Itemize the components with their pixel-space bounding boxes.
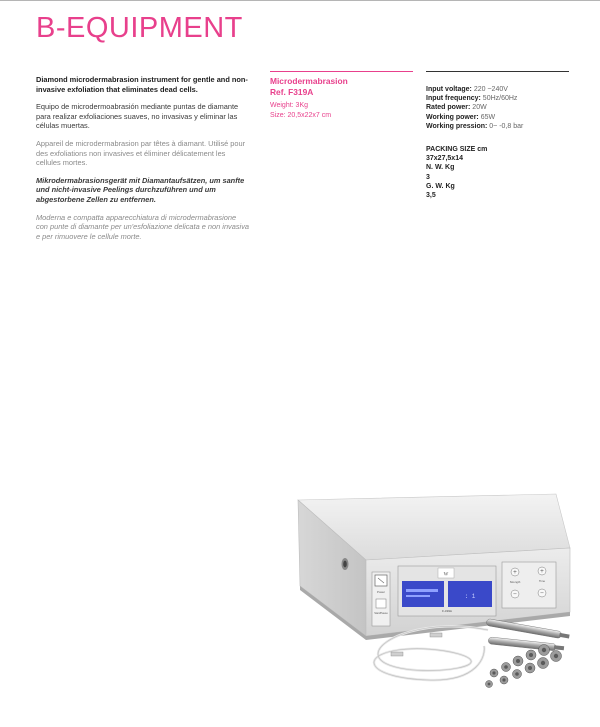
svg-text:W: W (443, 572, 449, 578)
description-french: Appareil de microdermabrasion par têtes à diamant. Utilisé pour des exfoliations non invasives et éliminer délicatement les cellules mortes. (36, 138, 246, 168)
handpiece-upper (486, 619, 570, 640)
description-column (36, 75, 250, 249)
packing-title: PACKING SIZE cm (426, 146, 488, 154)
packing-nw-label: N. W. Kg (426, 164, 455, 172)
filter-2 (430, 633, 442, 637)
product-size: Size: 20,5x22x7 cm (270, 111, 332, 119)
handpiece-lower (488, 637, 564, 652)
lcd-left (402, 581, 444, 607)
spec-value: 0~ -0,8 bar (489, 122, 524, 130)
packing-dims: 37x27,5x14 (426, 155, 463, 163)
spec-row (426, 94, 569, 103)
start-icon (376, 599, 386, 608)
spec-label: Working power: (426, 113, 479, 121)
start-label: Start/Pause (374, 612, 388, 615)
packing-nw-value: 3 (426, 173, 430, 181)
diamond-tips (486, 645, 562, 688)
svg-text:+: + (539, 568, 545, 575)
right-panel (502, 562, 556, 608)
description-spanish: Equipo de microdermoabrasión mediante puntas de diamante para realizar exfoliaciones suaves, no invasivas y eliminar las células muertas. (36, 102, 239, 131)
spec-value: 220 ~240V (473, 86, 508, 93)
spec-label: Input voltage: (426, 86, 472, 93)
packing-gw-label: G. W. Kg (426, 182, 455, 190)
spec-row (426, 113, 569, 122)
spec-label: Working pression: (426, 122, 488, 130)
svg-text:: 1: : 1 (464, 593, 476, 600)
product-weight: Weight: 3Kg (270, 102, 309, 109)
time-label: Time (538, 579, 546, 583)
product-ref: Ref. F319A (270, 87, 314, 97)
spec-row (426, 122, 569, 131)
spec-value: 20W (472, 104, 487, 112)
side-port-inner (343, 561, 347, 568)
packing-gw-value: 3,5 (426, 192, 436, 200)
page-title: B-EQUIPMENT (36, 12, 243, 44)
filter-1 (391, 652, 403, 656)
product-specs (270, 101, 413, 120)
technical-specs (426, 71, 569, 200)
packing-info (426, 145, 569, 200)
spec-row (426, 103, 569, 112)
spec-row (426, 85, 569, 94)
svg-text:−: − (539, 590, 545, 597)
top-rule (0, 0, 600, 1)
spec-value: 50Hz/60Hz (482, 95, 518, 103)
power-label: Power (377, 590, 385, 594)
spec-value: 65W (480, 113, 496, 121)
description-english: Diamond microdermabrasion instrument for gentle and non-invasive exfoliation that eliminates dead cells. (36, 75, 248, 94)
device-illustration (278, 488, 578, 708)
product-info (270, 71, 413, 120)
product-name: Microdermabrasion (270, 76, 348, 86)
svg-text:+: + (512, 569, 518, 576)
spec-label: Input frequency: (426, 95, 481, 103)
spec-label: Rated power: (426, 104, 471, 112)
svg-text:−: − (512, 591, 518, 598)
description-italian: Moderna e compatta apparecchiatura di microdermabrasione con punte di diamante per un'esfoliazione delicata e non invasiva e per rimuovere le cellule morte. (36, 212, 250, 241)
description-german: Mikrodermabrasionsgerät mit Diamantaufsätzen, um sanfte und nicht-invasive Peelings durchzuführen und um abgestorbene Zellen zu entfernen. (36, 175, 245, 204)
strength-label: Strength (509, 580, 521, 584)
display-model: F-319A (442, 609, 452, 613)
